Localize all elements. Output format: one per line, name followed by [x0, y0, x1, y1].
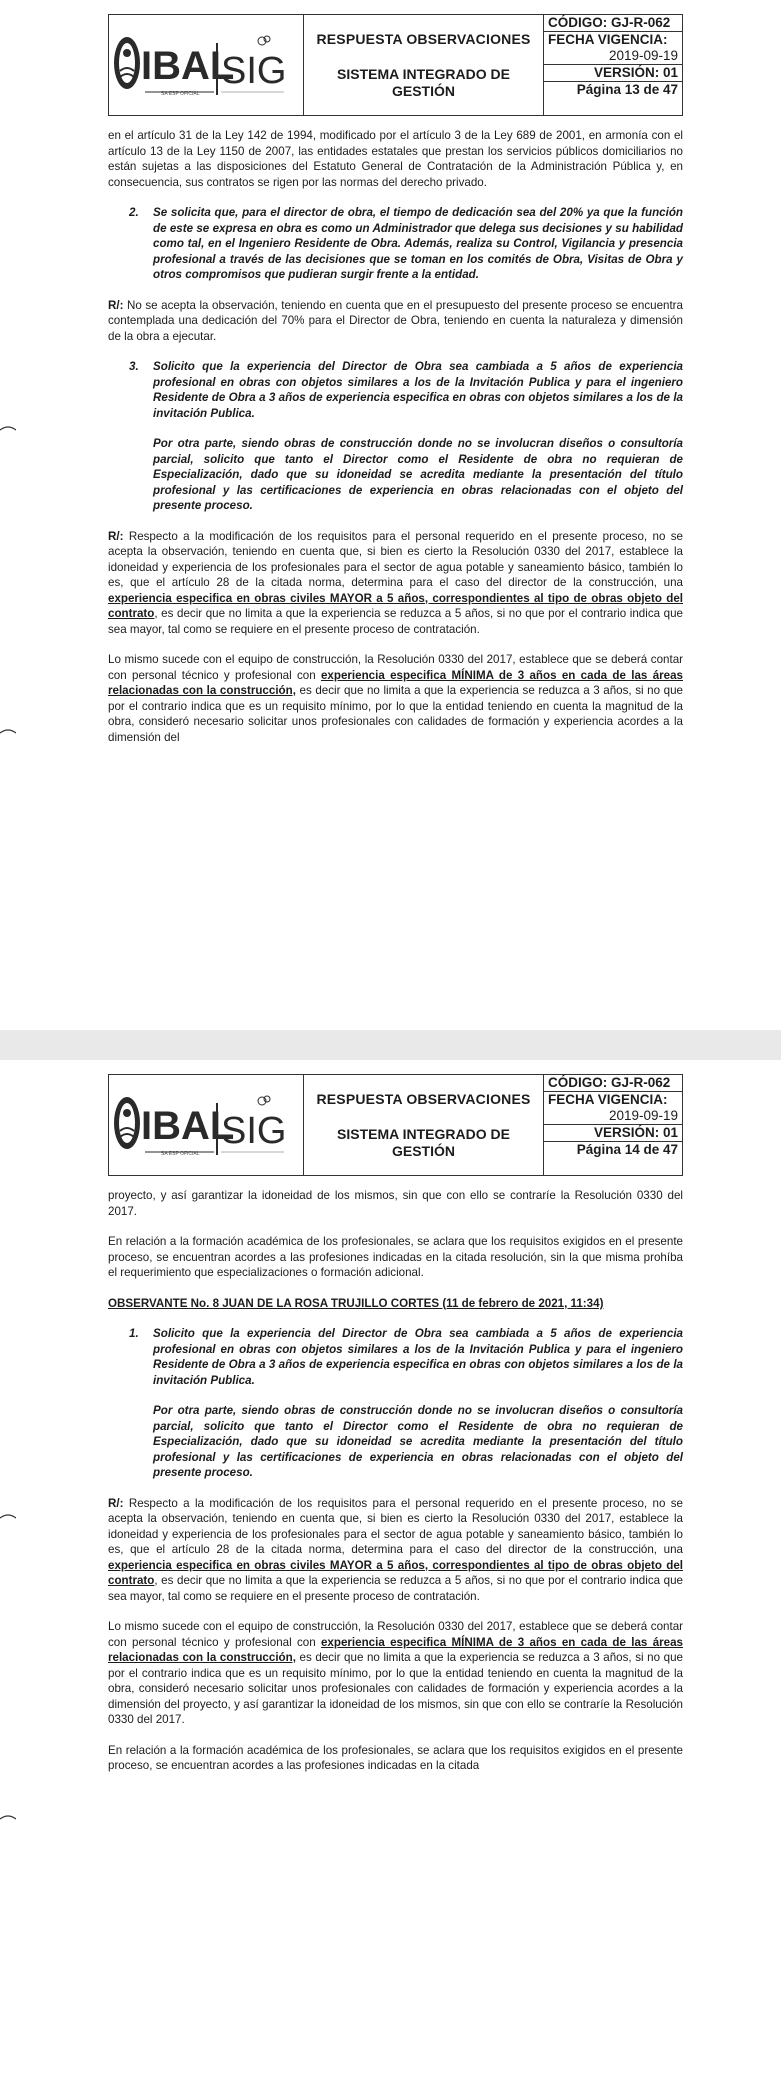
document-version: VERSIÓN: 01 — [544, 65, 682, 82]
ibal-sig-logo — [109, 1075, 304, 1175]
document-header — [108, 1074, 683, 1176]
response-text-end: , es decir que no limita a que la experiencia se reduzca a 5 años, si no que por el contrario indica que sea mayor, tal como se requiere en el presente proceso de contratación. — [108, 607, 683, 636]
response-label: R/: — [108, 529, 124, 543]
document-code: CÓDIGO: GJ-R-062 — [544, 15, 682, 32]
question-1 — [108, 1326, 683, 1388]
title-cell — [304, 1075, 544, 1175]
question-2 — [108, 205, 683, 283]
subtitle-line1: SISTEMA INTEGRADO DE — [337, 65, 510, 82]
response-text: No se acepta la observación, teniendo en cuenta que en el presupuesto del presente proceso se encuentra contemplada una dedicación del 70% para el Director de Obra, teniendo en cuenta la naturaleza y dimensión de la obra a ejecutar. — [108, 298, 683, 343]
document-page-14 — [0, 1060, 781, 2083]
question-text: Solicito que la experiencia del Director de Obra sea cambiada a 5 años de experiencia profesional en obras con objetos similares a los de la Invitación Publica y para el ingeniero Residente de Obra a 3 años de experiencia especifica en obras con objetos similares a los de la invitación Publica. — [153, 1327, 683, 1387]
response-3 — [108, 529, 683, 638]
code-cell — [544, 1075, 682, 1175]
equipo-text: Lo mismo sucede con el equipo de construcción, la Resolución 0330 del 2017, establece que se deberá contar con personal técnico y profesional con — [108, 653, 683, 682]
document-version: VERSIÓN: 01 — [544, 1125, 682, 1142]
validity-date: 2019-09-19 — [544, 48, 682, 65]
subtitle-line1: SISTEMA INTEGRADO DE — [337, 1125, 510, 1142]
paragraph-equipo — [108, 652, 683, 745]
response-underlined: experiencia especifica en obras civiles MAYOR a 5 años, correspondientes al tipo de obras objeto del contrato — [108, 1558, 683, 1587]
paragraph-intro: en el artículo 31 de la Ley 142 de 1994, modificado por el artículo 3 de la Ley 689 de 2001, en armonía con el artículo 13 de la Ley 1150 de 2007, las entidades estatales que prestan los servicios públicos domiciliarios no están sujetas a las disposiciones del Estatuto General de Contratación de la Administración Pública y, en consecuencia, sus contratos se rigen por las normas del derecho privado. — [108, 129, 683, 189]
page-gap — [0, 1030, 781, 1060]
document-subtitle — [337, 1126, 510, 1160]
margin-mark — [0, 727, 16, 735]
validity-date: 2019-09-19 — [544, 1108, 682, 1125]
question-1-continued: Por otra parte, siendo obras de construcción donde no se involucran diseños o consultoría parcial, solicito que tanto el Director como el Residente de obra no requieran de Especialización, dado que su idoneidad se acredita mediante la presentación del título profesional y las certificaciones de experiencia en obras relacionadas con el objeto del presente proceso. — [153, 1404, 683, 1479]
svg-text:SA ESP OFICIAL: SA ESP OFICIAL — [161, 91, 200, 97]
svg-text:SA ESP OFICIAL: SA ESP OFICIAL — [161, 1151, 200, 1157]
observante-heading: OBSERVANTE No. 8 JUAN DE LA ROSA TRUJILLO CORTES (11 de febrero de 2021, 11:34) — [108, 1296, 604, 1310]
question-text: Solicito que la experiencia del Director de Obra sea cambiada a 5 años de experiencia profesional en obras con objetos similares a los de la Invitación Publica y para el ingeniero Residente de Obra a 3 años de experiencia especifica en obras con objetos similares a los de la invitación Publica. — [153, 360, 683, 420]
response-2 — [108, 298, 683, 345]
logo-cell — [109, 1075, 304, 1175]
svg-text:IBAL: IBAL — [141, 44, 235, 88]
page-body — [108, 128, 683, 760]
response-label: R/: — [108, 298, 124, 312]
svg-text:SIG: SIG — [221, 1110, 287, 1152]
page-number: Página 14 de 47 — [576, 1142, 678, 1157]
question-3-continued: Por otra parte, siendo obras de construcción donde no se involucran diseños o consultoría parcial, solicito que tanto el Director como el Residente de obra no requieran de Especialización, dado que su idoneidad se acredita mediante la presentación del título profesional y las certificaciones de experiencia en obras relacionadas con el objeto del presente proceso. — [153, 437, 683, 512]
document-code: CÓDIGO: GJ-R-062 — [544, 1075, 682, 1092]
question-number: 2. — [129, 206, 139, 219]
page-body — [108, 1188, 683, 1789]
svg-text:SIG: SIG — [221, 50, 287, 92]
logo-cell — [109, 15, 304, 115]
question-text: Se solicita que, para el director de obra, el tiempo de dedicación sea del 20% ya que la función de este se expresa en obra es como un Administrador que delega sus decisiones y su habilidad como tal, en el Ingeniero Residente de Obra. Además, realiza su Control, Vigilancia y presencia profesional a través de las decisiones que se toman en los comités de Obra, Visitas de Obra y otros compromisos que pudieran surgir frente a la entidad. — [153, 206, 683, 281]
equipo-underlined: experiencia especifica MÍNIMA de 3 años en cada de las áreas relacionadas con la construcción, — [108, 1635, 683, 1664]
code-cell — [544, 15, 682, 115]
response-text: Respecto a la modificación de los requisitos para el personal requerido en el presente proceso, no se acepta la observación, teniendo en cuenta que, si bien es cierto la Resolución 0330 del 2017, establece la idoneidad y experiencia de los profesionales para el sector de agua potable y saneamiento básico, también lo es, que el artículo 28 de la citada norma, determina para el caso del director de la construcción, una — [108, 529, 683, 589]
document-subtitle — [337, 66, 510, 100]
question-3 — [108, 359, 683, 421]
equipo-text-end: es decir que no limita a que la experiencia se reduzca a 3 años, si no que por el contrario indica que es un requisito mínimo, por lo que la entidad teniendo en cuenta la magnitud de la obra, consideró necesario solicitar unos profesionales con calidades de formación y experiencia acordes a la dimensión del proyecto, y así garantizar la idoneidad de los mismos, sin que con ello se contraríe la Resolución 0330 del 2017. — [108, 1651, 683, 1726]
response-underlined: experiencia especifica en obras civiles MAYOR a 5 años, correspondientes al tipo de obras objeto del contrato — [108, 591, 683, 620]
response-1 — [108, 1496, 683, 1605]
ibal-sig-logo — [109, 15, 304, 115]
paragraph-continued: proyecto, y así garantizar la idoneidad de los mismos, sin que con ello se contraríe la Resolución 0330 del 2017. — [108, 1189, 683, 1218]
paragraph-equipo — [108, 1619, 683, 1728]
response-label: R/: — [108, 1496, 124, 1510]
document-title: RESPUESTA OBSERVACIONES — [316, 30, 531, 47]
equipo-underlined: experiencia especifica MÍNIMA de 3 años en cada de las áreas relacionadas con la construcción, — [108, 668, 683, 697]
question-number: 1. — [129, 1327, 139, 1340]
svg-text:IBAL: IBAL — [141, 1104, 235, 1148]
page-number: Página 13 de 47 — [576, 82, 678, 97]
document-page-13 — [0, 0, 781, 1030]
response-text: Respecto a la modificación de los requisitos para el personal requerido en el presente proceso, no se acepta la observación, teniendo en cuenta que, si bien es cierto la Resolución 0330 del 2017, establece la idoneidad y experiencia de los profesionales para el sector de agua potable y saneamiento básico, también lo es, que el artículo 28 de la citada norma, determina para el caso del director de la construcción, una — [108, 1496, 683, 1556]
validity-label: FECHA VIGENCIA: — [548, 1092, 668, 1107]
margin-mark — [0, 424, 16, 432]
question-number: 3. — [129, 360, 139, 373]
subtitle-line2: GESTIÓN — [391, 1142, 455, 1159]
equipo-text-end: es decir que no limita a que la experiencia se reduzca a 3 años, si no que por el contrario indica que es un requisito mínimo, por lo que la entidad teniendo en cuenta la magnitud de la obra, consideró necesario solicitar unos profesionales con calidades de formación y experiencia acordes a la dimensión del — [108, 684, 683, 744]
document-title: RESPUESTA OBSERVACIONES — [316, 1090, 531, 1107]
validity-label: FECHA VIGENCIA: — [548, 32, 668, 47]
response-text-end: , es decir que no limita a que la experiencia se reduzca a 5 años, si no que por el contrario indica que sea mayor, tal como se requiere en el presente proceso de contratación. — [108, 1574, 683, 1603]
document-header — [108, 14, 683, 116]
title-cell — [304, 15, 544, 115]
margin-mark — [0, 1813, 16, 1821]
paragraph-formacion: En relación a la formación académica de los profesionales, se aclara que los requisitos exigidos en el presente proceso, se encuentran acordes a las profesiones indicadas en la citada resolución, sin la que misma prohíba el requerimiento que especializaciones o formación adicional. — [108, 1235, 683, 1279]
subtitle-line2: GESTIÓN — [391, 82, 455, 99]
margin-mark — [0, 1512, 16, 1520]
equipo-text: Lo mismo sucede con el equipo de construcción, la Resolución 0330 del 2017, establece que se deberá contar con personal técnico y profesional con — [108, 1620, 683, 1649]
paragraph-formacion-tail: En relación a la formación académica de los profesionales, se aclara que los requisitos exigidos en el presente proceso, se encuentran acordes a las profesiones indicadas en la citada — [108, 1743, 683, 1772]
